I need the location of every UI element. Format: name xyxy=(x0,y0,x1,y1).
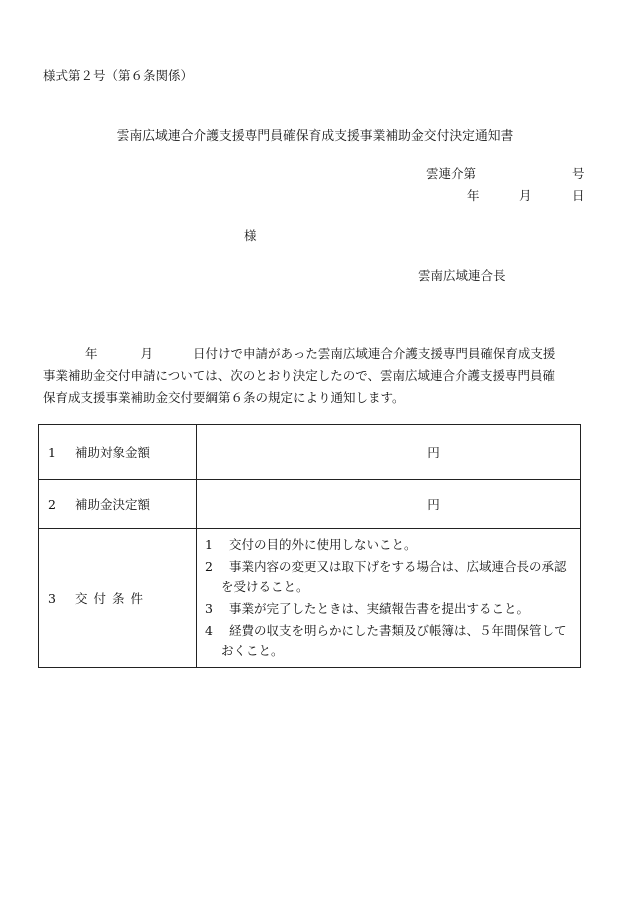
document-number-label: 雲連介第 xyxy=(426,166,477,181)
body-line-1 xyxy=(43,343,588,365)
date-year: 年 xyxy=(467,188,480,203)
table-row xyxy=(39,425,581,480)
yen-unit: 円 xyxy=(427,497,440,512)
row-label xyxy=(39,529,197,668)
body-line-2: 事業補助金交付申請については、次のとおり決定したので、雲南広域連合介護支援専門員確 xyxy=(43,368,556,383)
condition-text: 経費の収支を明らかにした書類及び帳簿は、５年間保管しておくこと。 xyxy=(221,623,567,658)
yen-unit: 円 xyxy=(427,445,440,460)
body-month: 月 xyxy=(140,346,154,361)
body-year: 年 xyxy=(85,346,98,361)
sender-name: 雲南広域連合長 xyxy=(418,268,506,283)
document-number-suffix: 号 xyxy=(572,166,585,181)
condition-number: 2 xyxy=(205,559,213,574)
notice-body xyxy=(43,343,588,409)
addressee-suffix: 様 xyxy=(244,228,257,243)
row-number: 3 xyxy=(48,591,56,606)
row-label-text: 補助金決定額 xyxy=(75,497,151,512)
amount-cell xyxy=(197,480,581,529)
condition-number: 3 xyxy=(205,601,213,616)
condition-text: 交付の目的外に使用しないこと。 xyxy=(229,537,417,552)
details-table xyxy=(38,424,581,668)
table-row xyxy=(39,480,581,529)
list-item xyxy=(205,535,572,555)
list-item xyxy=(205,557,572,597)
condition-text: 事業が完了したときは、実績報告書を提出すること。 xyxy=(229,601,530,616)
list-item xyxy=(205,621,572,661)
condition-text: 事業内容の変更又は取下げをする場合は、広域連合長の承認を受けること。 xyxy=(221,559,567,594)
conditions-cell xyxy=(197,529,581,668)
amount-cell xyxy=(197,425,581,480)
list-item xyxy=(205,599,572,619)
row-number: 1 xyxy=(48,445,56,460)
date-day: 日 xyxy=(572,188,585,203)
row-label-text: 交付条件 xyxy=(75,591,150,606)
row-label xyxy=(39,425,197,480)
body-line-1-text: 日付けで申請があった雲南広域連合介護支援専門員確保育成支援 xyxy=(193,346,556,361)
document-title: 雲南広域連合介護支援専門員確保育成支援事業補助金交付決定通知書 xyxy=(116,129,514,144)
body-line-3: 保育成支援事業補助金交付要綱第６条の規定により通知します。 xyxy=(43,390,405,405)
form-number: 様式第２号（第６条関係） xyxy=(43,68,194,83)
condition-number: 4 xyxy=(205,623,213,638)
row-label xyxy=(39,480,197,529)
row-label-text: 補助対象金額 xyxy=(75,445,151,460)
date-month: 月 xyxy=(519,188,532,203)
row-number: 2 xyxy=(48,497,56,512)
conditions-list xyxy=(197,529,580,667)
condition-number: 1 xyxy=(205,537,213,552)
table-row xyxy=(39,529,581,668)
